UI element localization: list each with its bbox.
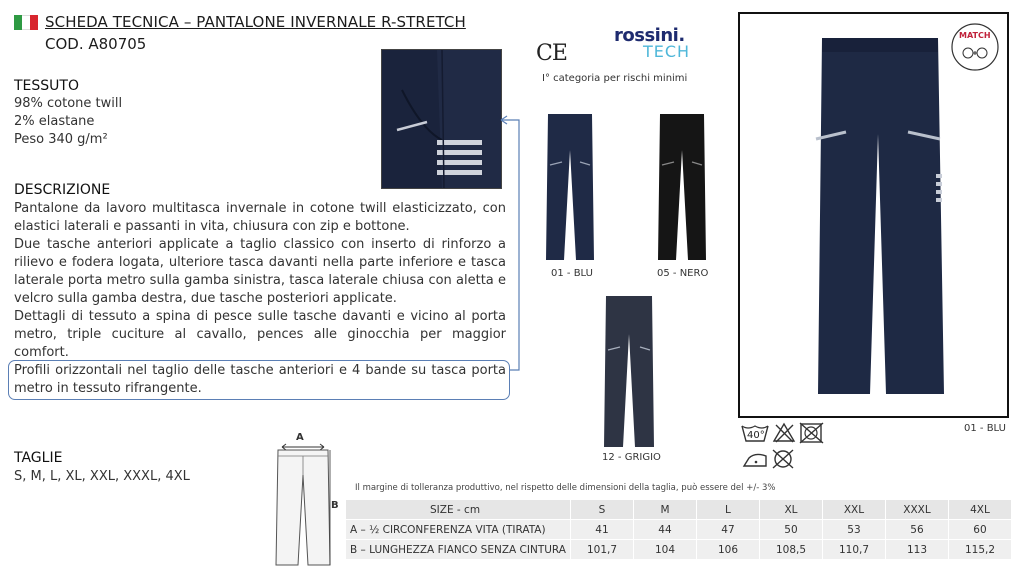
tessuto-line: 2% elastane	[14, 114, 95, 129]
tolerance-note: Il margine di tolleranza produttivo, nel rispetto delle dimensioni della taglia, può essere del +/- 3%	[355, 483, 776, 493]
table-cell: 53	[822, 520, 885, 540]
table-cell: 44	[633, 520, 696, 540]
description-paragraph: Due tasche anteriori applicate a taglio classico con inserto di rinforzo a rilievo e fodera logata, ulteriore tasca davanti nella parte inferiore e tasca laterale porta metro sulla gamba sinistra, tasca laterale chiusa con aletta e velcro sulla gamba destra, due tasche posteriori applicate.	[14, 237, 506, 306]
table-row	[346, 520, 1012, 540]
flag-green	[14, 15, 22, 30]
table-cell: 41	[570, 520, 633, 540]
table-header-cell: SIZE - cm	[346, 500, 571, 520]
main-product-frame	[738, 12, 1009, 418]
color-label-grigio: 12 - GRIGIO	[602, 452, 661, 463]
brand-logo-top: rossini.	[614, 25, 685, 46]
match-badge-icon	[950, 22, 1000, 72]
diagram-label-b: B	[331, 500, 339, 511]
table-cell: 101,7	[570, 540, 633, 560]
italian-flag-icon	[14, 15, 38, 30]
flag-white	[22, 15, 30, 30]
table-cell: 106	[696, 540, 759, 560]
wash-temp: 40°	[747, 430, 765, 441]
taglie-list: S, M, L, XL, XXL, XXXL, 4XL	[14, 469, 190, 484]
pants-nero-thumb	[652, 110, 712, 265]
table-header-cell: M	[633, 500, 696, 520]
table-cell: 108,5	[759, 540, 822, 560]
table-row	[346, 540, 1012, 560]
table-header-cell: XXXL	[885, 500, 948, 520]
main-color-label: 01 - BLU	[964, 423, 1006, 434]
iron-icon	[741, 448, 769, 470]
table-cell: A – ½ CIRCONFERENZA VITA (TIRATA)	[346, 520, 571, 540]
table-cell: 60	[948, 520, 1011, 540]
table-header-cell: 4XL	[948, 500, 1011, 520]
table-cell: 115,2	[948, 540, 1011, 560]
description-paragraph: Dettagli di tessuto a spina di pesce sulle tasche davanti e vicino al porta metro, triple cuciture al cavallo, pences alle ginocchia per maggior comfort.	[14, 309, 506, 360]
no-bleach-icon	[772, 422, 797, 444]
color-label-nero: 05 - NERO	[657, 268, 709, 279]
table-header-cell: L	[696, 500, 759, 520]
tessuto-line: 98% cotone twill	[14, 96, 123, 111]
pants-grigio-thumb	[598, 292, 660, 452]
diagram-label-a: A	[296, 432, 304, 443]
flag-red	[30, 15, 38, 30]
product-code: COD. A80705	[45, 35, 147, 53]
descrizione-heading: DESCRIZIONE	[14, 182, 111, 198]
page-title: SCHEDA TECNICA – PANTALONE INVERNALE R-STRETCH	[45, 13, 466, 31]
dry-clean-icon	[770, 448, 796, 470]
table-cell: 56	[885, 520, 948, 540]
table-cell: B – LUNGHEZZA FIANCO SENZA CINTURA	[346, 540, 571, 560]
detail-photo	[381, 49, 502, 189]
table-cell: 47	[696, 520, 759, 540]
size-table	[345, 499, 1012, 560]
table-cell: 110,7	[822, 540, 885, 560]
table-cell: 50	[759, 520, 822, 540]
match-badge-text: MATCH	[959, 31, 991, 40]
table-row	[346, 500, 1012, 520]
highlight-box	[8, 360, 510, 400]
table-header-cell: S	[570, 500, 633, 520]
description-paragraph: Profili orizzontali nel taglio delle tasche anteriori e 4 bande su tasca porta metro in tessuto rifrangente.	[14, 363, 506, 396]
tessuto-heading: TESSUTO	[14, 78, 79, 94]
table-header-cell: XXL	[822, 500, 885, 520]
table-header-cell: XL	[759, 500, 822, 520]
ce-mark: CE	[536, 41, 567, 66]
tessuto-lines	[14, 95, 122, 149]
pants-blu-thumb	[540, 110, 600, 265]
table-cell: 113	[885, 540, 948, 560]
category-text: I° categoria per rischi minimi	[542, 73, 688, 84]
no-tumble-dry-icon	[799, 422, 825, 444]
taglie-heading: TAGLIE	[14, 450, 63, 466]
description-paragraph: Pantalone da lavoro multitasca invernale in cotone twill elasticizzato, con elastici laterali e passanti in vita, chiusura con zip e bottone.	[14, 201, 506, 234]
brand-logo-bottom: TECH	[643, 42, 691, 61]
tessuto-line: Peso 340 g/m²	[14, 132, 108, 147]
table-cell: 104	[633, 540, 696, 560]
color-label-blu: 01 - BLU	[551, 268, 593, 279]
